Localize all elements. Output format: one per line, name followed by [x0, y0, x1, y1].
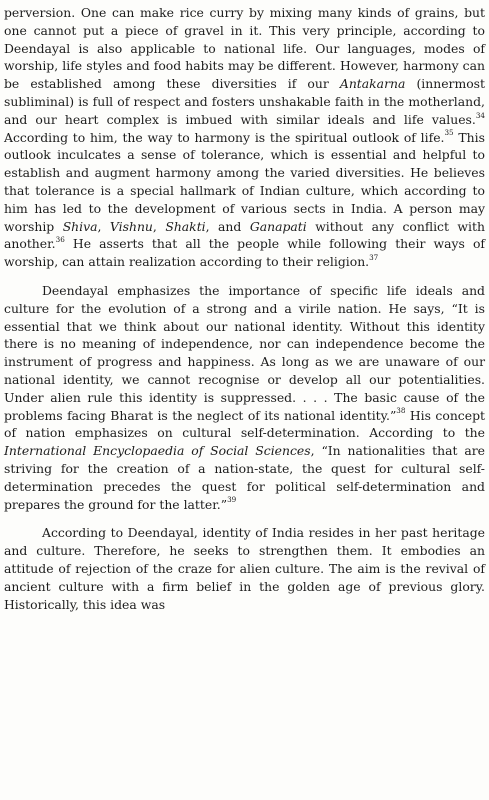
text-run: Deendayal emphasizes the importance of specific life ideals and culture for the evolution of a strong and a virile nation. He says, “It is essential that we think about our national identity. Without this identity there is no meaning of independence, nor can independence become the instrument of progress and happiness. As long as we are unaware of our national identity, we cannot recognise or develop all our potentialities. Under alien rule this identity is suppressed. . . . The basic cause of the problems facing Bharat is the neglect of its national identity.” — [4, 282, 485, 423]
text-run: , — [97, 218, 110, 234]
text-run: perversion. One can make rice curry by mixing many kinds of grains, but one cannot put a piece of gravel in it. This very principle, according to Deendayal is also applicable to national life. Our languages, modes of worship, life styles and food habits may be different. However, harmony can be established among these diversities if our — [4, 5, 485, 92]
paragraph-2 — [4, 282, 485, 513]
footnote-marker: 34 — [475, 110, 485, 120]
text-run: , and — [205, 218, 250, 234]
text-run: According to him, the way to harmony is the spiritual outlook of life. — [4, 129, 445, 145]
text-run: (innermost subliminal) is full of respect and fosters unshakable faith in the motherland, and our heart complex is imbued with similar ideals and life values. — [4, 76, 486, 127]
footnote-marker: 36 — [55, 235, 65, 245]
text-run: , “In nationalities that are striving for the creation of a nation-state, the quest for cultural self-determination precedes the quest for political self-determination and prepares the ground for the latter.” — [4, 443, 485, 512]
italic-term: Shiva — [62, 218, 98, 234]
paragraph-3 — [4, 524, 485, 613]
text-run: , — [152, 218, 166, 234]
italic-term: International Encyclopaedia of Social Sciences — [4, 443, 311, 459]
footnote-marker: 38 — [396, 406, 406, 416]
italic-term: Ganapati — [249, 218, 307, 234]
footnote-marker: 37 — [369, 253, 379, 263]
text-run: He asserts that all the people while following their ways of worship, can attain realization according to their religion. — [4, 236, 485, 270]
italic-term: Vishnu — [109, 218, 153, 234]
italic-term: Shakti — [165, 218, 206, 234]
text-run: His concept of nation emphasizes on cultural self-determination. According to the — [4, 407, 485, 441]
paragraph-1 — [4, 4, 485, 271]
text-run: This outlook inculcates a sense of tolerance, which is essential and helpful to establish and augment harmony among the varied diversities. He believes that tolerance is a special hallmark of Indian culture, which according to him has led to the development of various sects in India. A person may worship — [4, 129, 485, 234]
footnote-marker: 39 — [227, 495, 237, 505]
footnote-marker: 35 — [444, 128, 454, 138]
italic-term: Antakarna — [339, 76, 406, 92]
text-run: without any conflict with another. — [4, 218, 485, 252]
text-run: According to Deendayal, identity of India resides in her past heritage and culture. Therefore, he seeks to strengthen them. It embodies an attitude of rejection of the craze for alien culture. The aim is the revival of ancient culture with a firm belief in the golden age of previous glory. Historically, this idea was — [4, 525, 485, 612]
